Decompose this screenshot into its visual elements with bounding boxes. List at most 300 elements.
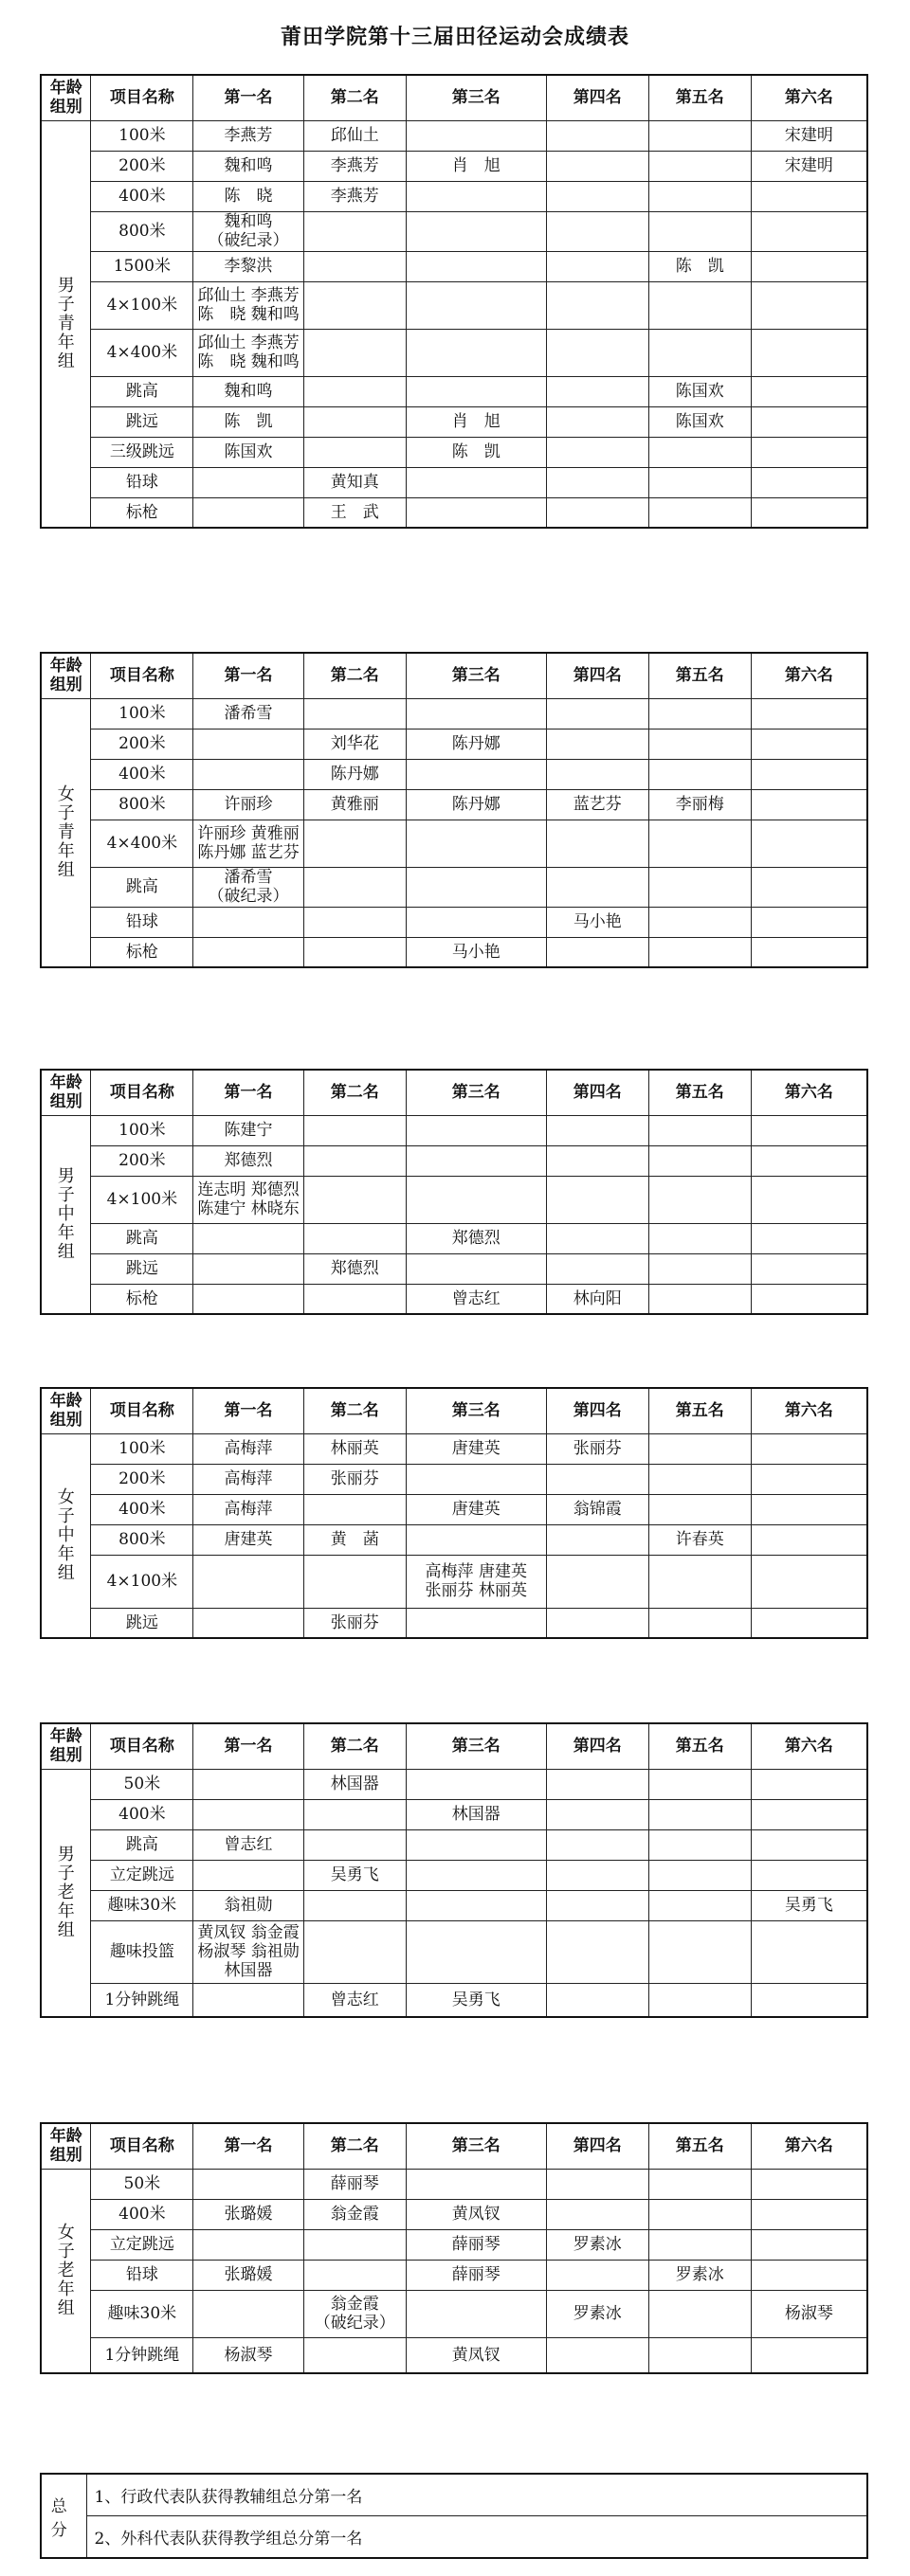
place-fourth-cell [546,1890,648,1920]
place-sixth-cell [751,211,867,251]
event-name: 跳高 [91,1829,193,1860]
place-fourth-cell [546,2337,648,2373]
event-name: 200米 [91,151,193,181]
header-place-first: 第一名 [193,75,303,120]
place-fourth-cell [546,1176,648,1223]
event-name: 1分钟跳绳 [91,1983,193,2017]
place-second-cell [303,867,406,907]
header-place-second: 第二名 [303,1723,406,1769]
header-place-first: 第一名 [193,1388,303,1433]
table-row [41,120,867,151]
table-row [41,2199,867,2229]
place-sixth-cell: 吴勇飞 [751,1890,867,1920]
place-fifth-cell [648,2229,751,2260]
header-place-fourth: 第四名 [546,1388,648,1433]
table-row [41,497,867,528]
event-name: 4×100米 [91,281,193,329]
place-sixth-cell [751,1920,867,1983]
place-first-cell: 陈建宁 [193,1115,303,1145]
place-first-cell: 邱仙土 李燕芳 陈 晓 魏和鸣 [193,329,303,376]
place-first-cell: 黄凤钗 翁金霞 杨淑琴 翁祖勋 林国器 [193,1920,303,1983]
place-second-cell [303,2260,406,2290]
place-first-cell: 李黎洪 [193,251,303,281]
place-fourth-cell [546,406,648,437]
place-fifth-cell [648,2337,751,2373]
table-row [41,281,867,329]
place-fourth-cell [546,251,648,281]
header-row [41,1388,867,1433]
header-place-fifth: 第五名 [648,653,751,698]
place-second-cell: 王 武 [303,497,406,528]
place-fifth-cell: 罗素冰 [648,2260,751,2290]
place-first-cell: 高梅萍 [193,1464,303,1494]
place-third-cell [406,1464,546,1494]
place-sixth-cell [751,867,867,907]
place-first-cell [193,1983,303,2017]
place-third-cell: 薛丽琴 [406,2260,546,2290]
place-second-cell [303,937,406,967]
place-fifth-cell [648,467,751,497]
place-sixth-cell [751,437,867,467]
place-sixth-cell [751,497,867,528]
table-row [41,1555,867,1608]
total-row-1 [41,2474,867,2516]
place-fifth-cell [648,1555,751,1608]
event-name: 400米 [91,1494,193,1524]
place-fourth-cell [546,1608,648,1638]
event-name: 立定跳远 [91,2229,193,2260]
place-fourth-cell [546,820,648,867]
place-third-cell: 陈丹娜 [406,729,546,759]
place-fourth-cell [546,729,648,759]
header-event-name: 项目名称 [91,75,193,120]
place-fifth-cell: 陈国欢 [648,406,751,437]
place-sixth-cell [751,1253,867,1284]
place-second-cell [303,376,406,406]
place-first-cell: 陈 晓 [193,181,303,211]
place-third-cell [406,1115,546,1145]
event-name: 800米 [91,211,193,251]
place-first-cell: 连志明 郑德烈 陈建宁 林晓东 [193,1176,303,1223]
place-sixth-cell [751,1829,867,1860]
place-second-cell [303,1829,406,1860]
place-first-cell: 邱仙土 李燕芳 陈 晓 魏和鸣 [193,281,303,329]
table-row [41,729,867,759]
place-third-cell: 马小艳 [406,937,546,967]
place-sixth-cell [751,467,867,497]
table-row [41,820,867,867]
place-sixth-cell [751,329,867,376]
place-first-cell: 许丽珍 黄雅丽 陈丹娜 蓝艺芬 [193,820,303,867]
place-third-cell [406,181,546,211]
place-second-cell [303,1284,406,1314]
place-second-cell: 邱仙土 [303,120,406,151]
place-second-cell [303,2229,406,2260]
age-group-label: 女 子 中 年 组 [41,1433,91,1638]
header-place-sixth: 第六名 [751,653,867,698]
place-second-cell [303,2337,406,2373]
total-line-2: 2、外科代表队获得教学组总分第一名 [86,2516,867,2559]
place-fourth-cell [546,1253,648,1284]
place-first-cell [193,759,303,789]
place-second-cell: 吴勇飞 [303,1860,406,1890]
place-third-cell [406,698,546,729]
place-fourth-cell [546,1145,648,1176]
place-fifth-cell [648,1223,751,1253]
header-place-fifth: 第五名 [648,1070,751,1115]
table-row [41,376,867,406]
place-first-cell: 许丽珍 [193,789,303,820]
place-fourth-cell [546,1769,648,1799]
place-third-cell: 黄凤钗 [406,2337,546,2373]
header-age-group: 年龄 组别 [41,1070,91,1115]
place-first-cell: 张璐媛 [193,2199,303,2229]
place-third-cell [406,1890,546,1920]
place-first-cell: 曾志红 [193,1829,303,1860]
event-name: 800米 [91,1524,193,1555]
place-first-cell [193,1860,303,1890]
table-row [41,1524,867,1555]
place-sixth-cell: 杨淑琴 [751,2290,867,2337]
table-row [41,1145,867,1176]
place-fifth-cell [648,937,751,967]
place-third-cell: 薛丽琴 [406,2229,546,2260]
event-name: 铅球 [91,2260,193,2290]
place-third-cell: 曾志红 [406,1284,546,1314]
place-fifth-cell: 陈国欢 [648,376,751,406]
place-second-cell: 翁金霞 （破纪录） [303,2290,406,2337]
event-name: 趣味30米 [91,1890,193,1920]
place-second-cell [303,251,406,281]
place-first-cell [193,2229,303,2260]
place-fifth-cell: 陈 凯 [648,251,751,281]
event-name: 跳远 [91,1253,193,1284]
place-fifth-cell [648,1769,751,1799]
header-place-fifth: 第五名 [648,1388,751,1433]
place-second-cell: 李燕芳 [303,181,406,211]
header-place-second: 第二名 [303,2123,406,2169]
event-name: 铅球 [91,907,193,937]
place-sixth-cell [751,907,867,937]
header-place-sixth: 第六名 [751,2123,867,2169]
place-fourth-cell [546,1829,648,1860]
place-fourth-cell [546,1799,648,1829]
place-fifth-cell [648,1284,751,1314]
place-third-cell [406,2290,546,2337]
place-sixth-cell [751,1608,867,1638]
header-place-third: 第三名 [406,1070,546,1115]
place-sixth-cell [751,698,867,729]
place-fifth-cell [648,2199,751,2229]
header-event-name: 项目名称 [91,1070,193,1115]
header-place-first: 第一名 [193,653,303,698]
place-third-cell [406,497,546,528]
event-name: 200米 [91,729,193,759]
event-name: 100米 [91,120,193,151]
place-sixth-cell [751,1769,867,1799]
place-third-cell: 唐建英 [406,1433,546,1464]
place-fifth-cell [648,1176,751,1223]
place-sixth-cell [751,759,867,789]
header-place-sixth: 第六名 [751,1070,867,1115]
table-row [41,1433,867,1464]
event-name: 三级跳远 [91,437,193,467]
place-second-cell [303,281,406,329]
age-group-label: 男 子 老 年 组 [41,1769,91,2017]
place-first-cell: 高梅萍 [193,1433,303,1464]
place-fifth-cell [648,820,751,867]
header-place-second: 第二名 [303,1388,406,1433]
header-place-fourth: 第四名 [546,653,648,698]
place-fifth-cell: 许春英 [648,1524,751,1555]
header-event-name: 项目名称 [91,1388,193,1433]
place-fourth-cell [546,329,648,376]
place-sixth-cell [751,1145,867,1176]
place-first-cell [193,1799,303,1829]
place-fourth-cell: 马小艳 [546,907,648,937]
place-fourth-cell [546,1920,648,1983]
header-age-group: 年龄 组别 [41,1388,91,1433]
place-fifth-cell [648,329,751,376]
table-row [41,867,867,907]
place-fourth-cell [546,497,648,528]
header-place-third: 第三名 [406,1723,546,1769]
table-row [41,1253,867,1284]
header-age-group: 年龄 组别 [41,653,91,698]
place-fourth-cell [546,281,648,329]
place-fourth-cell [546,759,648,789]
place-first-cell [193,729,303,759]
place-second-cell: 郑德烈 [303,1253,406,1284]
place-first-cell: 潘希雪 [193,698,303,729]
place-sixth-cell [751,789,867,820]
table-row [41,1115,867,1145]
place-sixth-cell [751,2229,867,2260]
table-row [41,698,867,729]
event-name: 4×100米 [91,1555,193,1608]
place-sixth-cell [751,1464,867,1494]
header-place-first: 第一名 [193,2123,303,2169]
place-fifth-cell [648,867,751,907]
place-first-cell: 魏和鸣 [193,376,303,406]
place-second-cell [303,329,406,376]
table-row [41,211,867,251]
table-row [41,1608,867,1638]
place-first-cell [193,1608,303,1638]
event-name: 4×400米 [91,820,193,867]
header-age-group: 年龄 组别 [41,1723,91,1769]
event-name: 1分钟跳绳 [91,2337,193,2373]
place-first-cell: 杨淑琴 [193,2337,303,2373]
table-row [41,1920,867,1983]
place-fourth-cell: 罗素冰 [546,2229,648,2260]
table-row [41,1829,867,1860]
place-fifth-cell [648,2169,751,2199]
table-row [41,1860,867,1890]
place-sixth-cell [751,1555,867,1608]
event-name: 100米 [91,698,193,729]
place-second-cell [303,1555,406,1608]
place-second-cell [303,698,406,729]
header-place-third: 第三名 [406,75,546,120]
header-place-second: 第二名 [303,75,406,120]
place-first-cell [193,1223,303,1253]
page-title: 莆田学院第十三届田径运动会成绩表 [280,25,629,49]
place-second-cell [303,1920,406,1983]
place-second-cell [303,1115,406,1145]
place-fifth-cell [648,907,751,937]
place-fifth-cell [648,1983,751,2017]
place-second-cell: 李燕芳 [303,151,406,181]
table-row [41,1284,867,1314]
results-table-section-3 [40,1069,868,1315]
table-row [41,1494,867,1524]
place-sixth-cell [751,1433,867,1464]
place-third-cell [406,211,546,251]
table-row [41,181,867,211]
header-place-fourth: 第四名 [546,1723,648,1769]
place-fifth-cell [648,437,751,467]
age-group-label: 男 子 中 年 组 [41,1115,91,1314]
header-place-sixth: 第六名 [751,75,867,120]
age-group-label: 女 子 老 年 组 [41,2169,91,2373]
place-third-cell [406,907,546,937]
place-first-cell [193,1253,303,1284]
table-row [41,329,867,376]
place-fourth-cell [546,1555,648,1608]
header-row [41,1070,867,1115]
place-fifth-cell [648,2290,751,2337]
header-age-group: 年龄 组别 [41,2123,91,2169]
place-second-cell [303,1494,406,1524]
place-second-cell [303,820,406,867]
header-row [41,1723,867,1769]
place-first-cell: 陈国欢 [193,437,303,467]
event-name: 标枪 [91,937,193,967]
event-name: 4×100米 [91,1176,193,1223]
table-row [41,759,867,789]
place-sixth-cell [751,2169,867,2199]
place-first-cell: 高梅萍 [193,1494,303,1524]
place-fifth-cell [648,698,751,729]
event-name: 400米 [91,1799,193,1829]
place-third-cell [406,251,546,281]
place-first-cell: 翁祖勋 [193,1890,303,1920]
place-fifth-cell [648,1829,751,1860]
event-name: 400米 [91,2199,193,2229]
place-third-cell: 肖 旭 [406,151,546,181]
place-fifth-cell [648,1464,751,1494]
place-second-cell [303,437,406,467]
place-sixth-cell: 宋建明 [751,151,867,181]
header-place-fifth: 第五名 [648,75,751,120]
table-row [41,2260,867,2290]
header-place-fourth: 第四名 [546,75,648,120]
place-fifth-cell [648,1433,751,1464]
table-row [41,1769,867,1799]
place-sixth-cell [751,251,867,281]
place-third-cell [406,2169,546,2199]
event-name: 趣味投篮 [91,1920,193,1983]
place-second-cell: 黄雅丽 [303,789,406,820]
event-name: 跳高 [91,867,193,907]
table-row [41,1890,867,1920]
place-fifth-cell [648,1494,751,1524]
place-fifth-cell [648,151,751,181]
place-second-cell: 薛丽琴 [303,2169,406,2199]
place-sixth-cell [751,181,867,211]
event-name: 200米 [91,1464,193,1494]
event-name: 跳远 [91,1608,193,1638]
place-first-cell [193,1769,303,1799]
place-fourth-cell: 罗素冰 [546,2290,648,2337]
place-fifth-cell [648,1253,751,1284]
event-name: 400米 [91,759,193,789]
place-second-cell: 黄知真 [303,467,406,497]
table-row [41,1223,867,1253]
event-name: 标枪 [91,497,193,528]
total-line-1: 1、行政代表队获得教辅组总分第一名 [86,2474,867,2516]
place-second-cell [303,1890,406,1920]
place-third-cell [406,1176,546,1223]
place-fifth-cell [648,1860,751,1890]
place-fourth-cell: 翁锦霞 [546,1494,648,1524]
place-third-cell: 林国器 [406,1799,546,1829]
place-fourth-cell [546,2199,648,2229]
place-sixth-cell [751,1223,867,1253]
place-fourth-cell [546,1524,648,1555]
table-row [41,2169,867,2199]
place-fourth-cell [546,376,648,406]
event-name: 趣味30米 [91,2290,193,2337]
place-third-cell: 陈丹娜 [406,789,546,820]
place-fifth-cell [648,120,751,151]
table-row [41,907,867,937]
table-row [41,937,867,967]
header-place-sixth: 第六名 [751,1723,867,1769]
header-place-first: 第一名 [193,1070,303,1115]
place-sixth-cell [751,1983,867,2017]
place-third-cell [406,1524,546,1555]
place-first-cell [193,2169,303,2199]
place-first-cell: 郑德烈 [193,1145,303,1176]
header-place-sixth: 第六名 [751,1388,867,1433]
place-fourth-cell [546,151,648,181]
table-row [41,406,867,437]
place-second-cell [303,907,406,937]
place-fourth-cell [546,937,648,967]
header-place-fourth: 第四名 [546,1070,648,1115]
place-third-cell: 陈 凯 [406,437,546,467]
table-row [41,467,867,497]
place-first-cell [193,937,303,967]
header-place-second: 第二名 [303,653,406,698]
place-second-cell [303,1223,406,1253]
results-table-section-6 [40,2122,868,2374]
age-group-label: 男 子 青 年 组 [41,120,91,528]
header-place-first: 第一名 [193,1723,303,1769]
table-row [41,1983,867,2017]
header-place-fifth: 第五名 [648,1723,751,1769]
place-second-cell: 刘华花 [303,729,406,759]
place-sixth-cell [751,1799,867,1829]
header-place-third: 第三名 [406,2123,546,2169]
place-sixth-cell [751,1860,867,1890]
event-name: 50米 [91,2169,193,2199]
header-age-group: 年龄 组别 [41,75,91,120]
results-table-section-4 [40,1387,868,1639]
event-name: 100米 [91,1115,193,1145]
